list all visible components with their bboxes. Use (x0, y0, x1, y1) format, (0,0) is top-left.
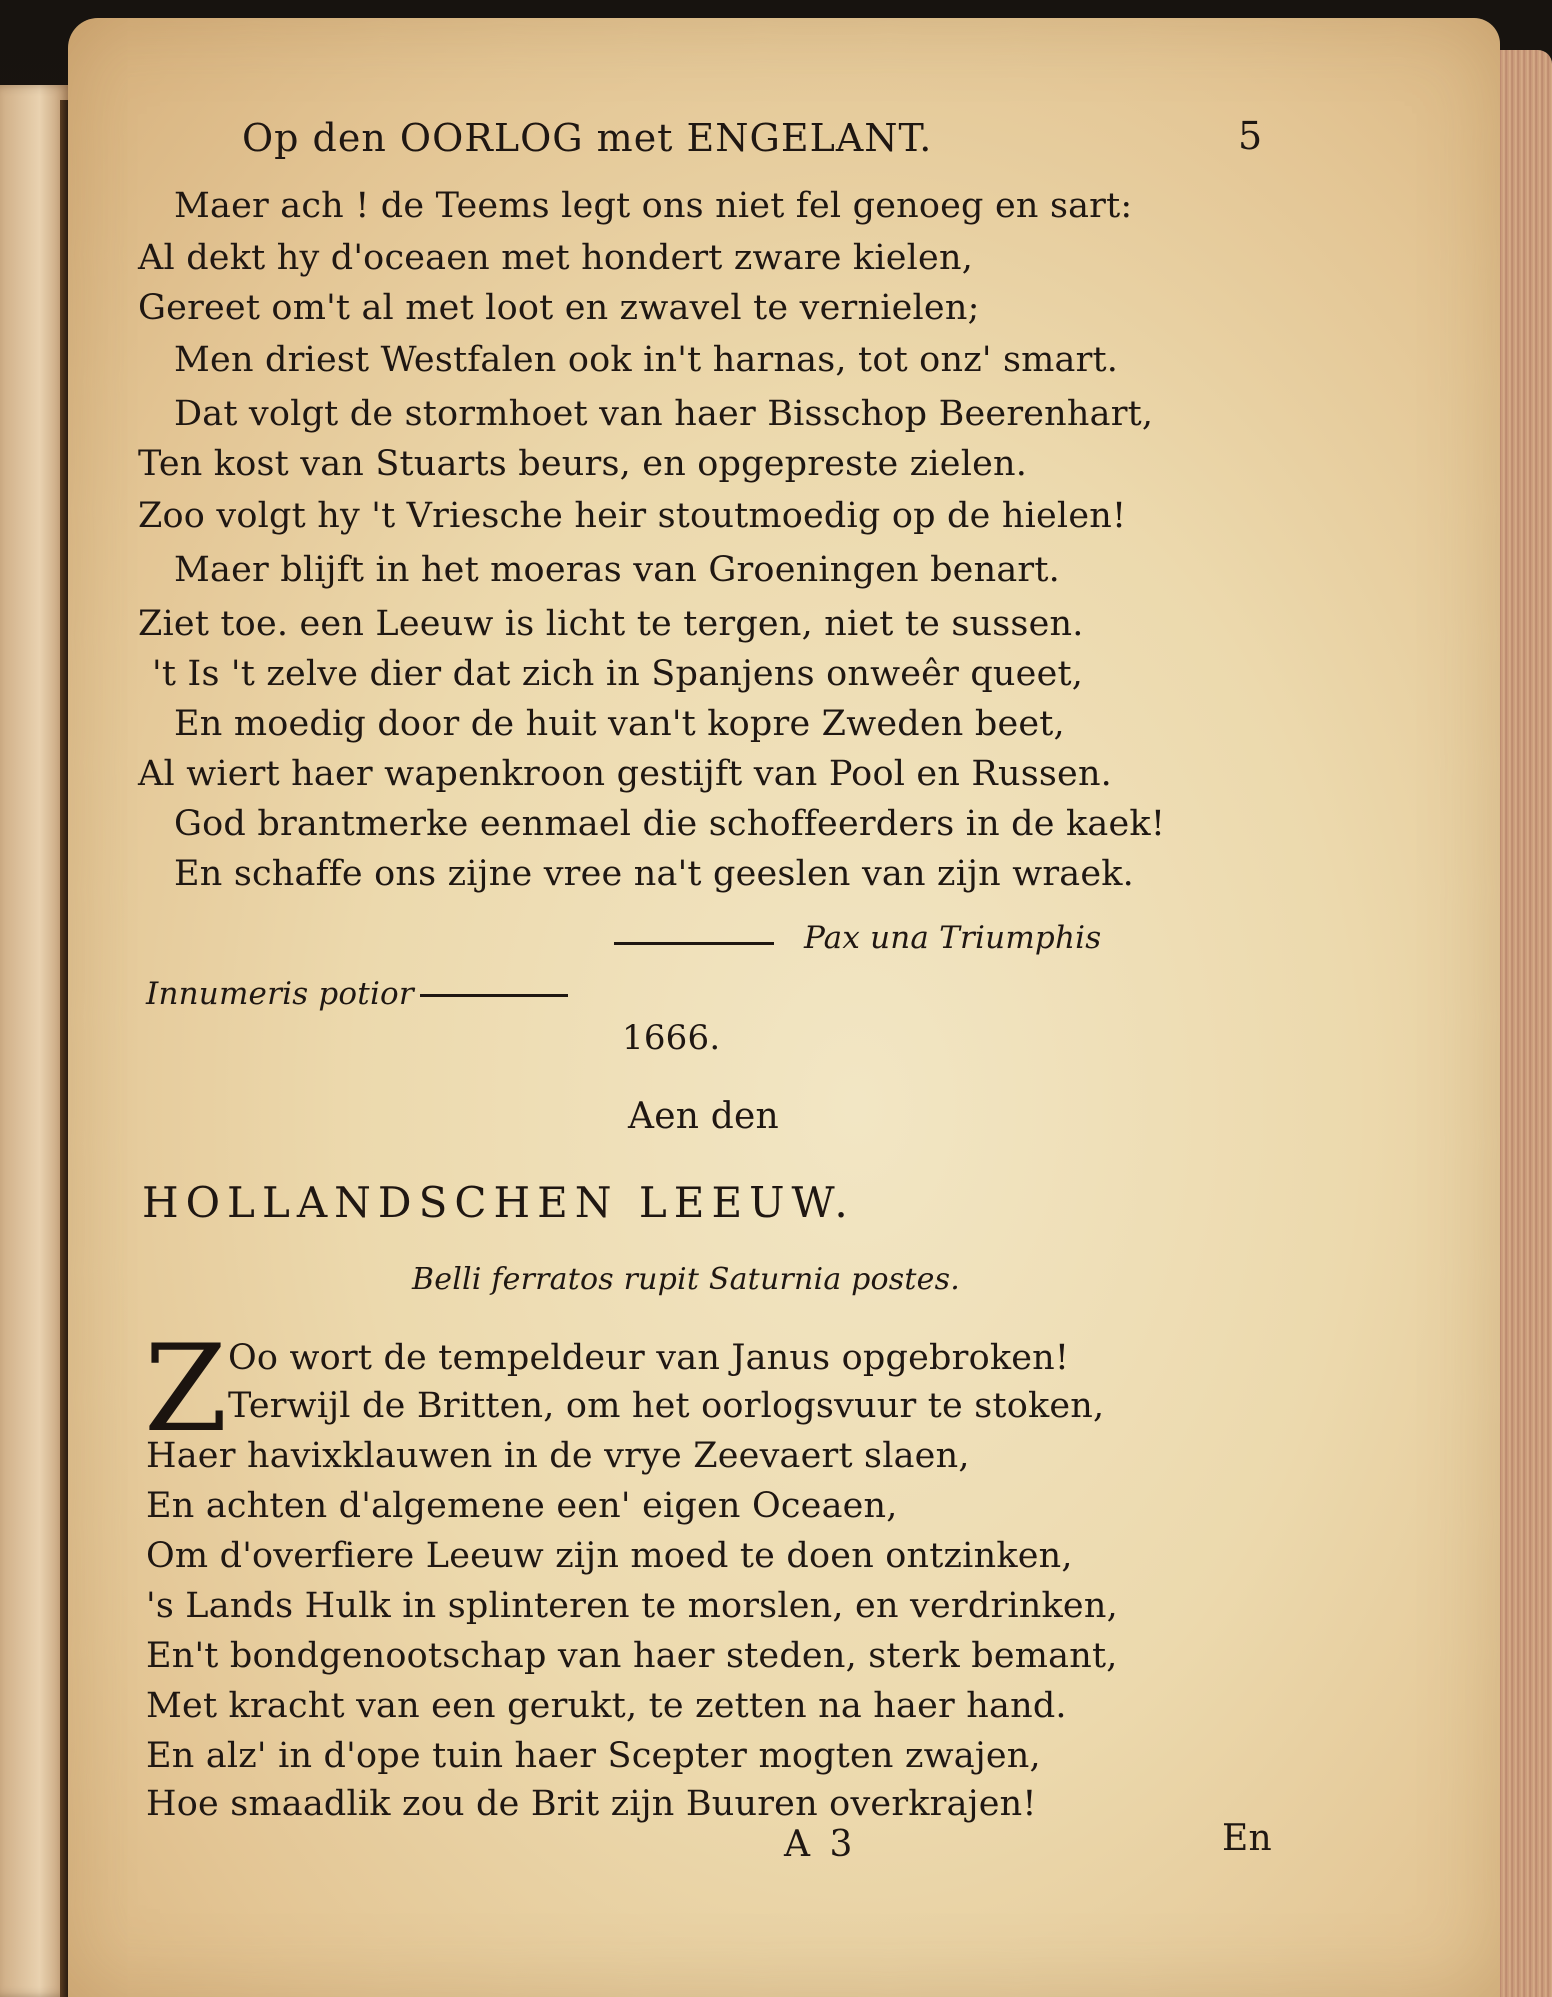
signature-mark: A 3 (784, 1824, 857, 1865)
poem1-line-12: Al wiert haer wapenkroon gestijft van Pool en Russen. (138, 754, 1113, 794)
poem2-line-3: Haer havixklauwen in de vrye Zeevaert slaen, (146, 1436, 970, 1476)
poem1-line-13: God brantmerke eenmael die schoffeerders in de kaek! (174, 804, 1166, 844)
poem2-line-8: Met kracht van een gerukt, te zetten na haer hand. (146, 1686, 1067, 1726)
poem2-line-2: Terwijl de Britten, om het oorlogsvuur te stoken, (228, 1386, 1105, 1426)
motto-rule-1 (614, 942, 774, 945)
page-gutter (60, 100, 68, 1997)
poem2-line-4: En achten d'algemene een' eigen Oceaen, (146, 1486, 898, 1526)
book-page (68, 18, 1500, 1997)
year: 1666. (622, 1018, 721, 1058)
dedication-to: Aen den (628, 1096, 779, 1137)
poem1-line-5: Dat volgt de stormhoet van haer Bisschop Beerenhart, (174, 394, 1154, 434)
motto-rule-2 (420, 994, 568, 997)
poem1-line-11: En moedig door de huit van't kopre Zweden beet, (174, 704, 1065, 744)
motto-part1: Pax una Triumphis (804, 920, 1102, 956)
poem1-line-1: Maer ach ! de Teems legt ons niet fel genoeg en sart: (174, 186, 1133, 226)
running-title: Op den OORLOG met ENGELANT. (242, 116, 933, 160)
poem1-line-4: Men driest Westfalen ook in't harnas, tot onz' smart. (174, 340, 1119, 380)
drop-cap: Z (144, 1320, 228, 1459)
poem2-line-10: Hoe smaadlik zou de Brit zijn Buuren overkrajen! (146, 1784, 1037, 1824)
poem1-line-7: Zoo volgt hy 't Vriesche heir stoutmoedig op de hielen! (138, 496, 1127, 536)
poem1-line-9: Ziet toe. een Leeuw is licht te tergen, niet te sussen. (138, 604, 1084, 644)
motto-part2: Innumeris potior (146, 976, 414, 1012)
poem1-line-2: Al dekt hy d'oceaen met hondert zware kielen, (138, 238, 974, 278)
poem1-line-6: Ten kost van Stuarts beurs, en opgepreste zielen. (138, 444, 1028, 484)
poem2-line-9: En alz' in d'ope tuin haer Scepter mogten zwajen, (146, 1736, 1041, 1776)
page-number: 5 (1238, 114, 1263, 158)
dedication-title: HOLLANDSCHEN LEEUW. (142, 1178, 855, 1227)
poem2-line-1: Oo wort de tempeldeur van Janus opgebroken! (228, 1338, 1070, 1378)
epigraph: Belli ferratos rupit Saturnia postes. (412, 1262, 960, 1297)
poem2-line-6: 's Lands Hulk in splinteren te morslen, en verdrinken, (146, 1586, 1118, 1626)
poem1-line-10: 't Is 't zelve dier dat zich in Spanjens onweêr queet, (152, 654, 1084, 694)
poem1-line-8: Maer blijft in het moeras van Groeningen benart. (174, 550, 1060, 590)
poem1-line-3: Gereet om't al met loot en zwavel te vernielen; (138, 288, 980, 328)
poem2-line-7: En't bondgenootschap van haer steden, sterk bemant, (146, 1636, 1118, 1676)
poem2-line-5: Om d'overfiere Leeuw zijn moed te doen ontzinken, (146, 1536, 1073, 1576)
poem1-line-14: En schaffe ons zijne vree na't geeslen van zijn wraek. (174, 854, 1135, 894)
catchword: En (1222, 1818, 1272, 1859)
